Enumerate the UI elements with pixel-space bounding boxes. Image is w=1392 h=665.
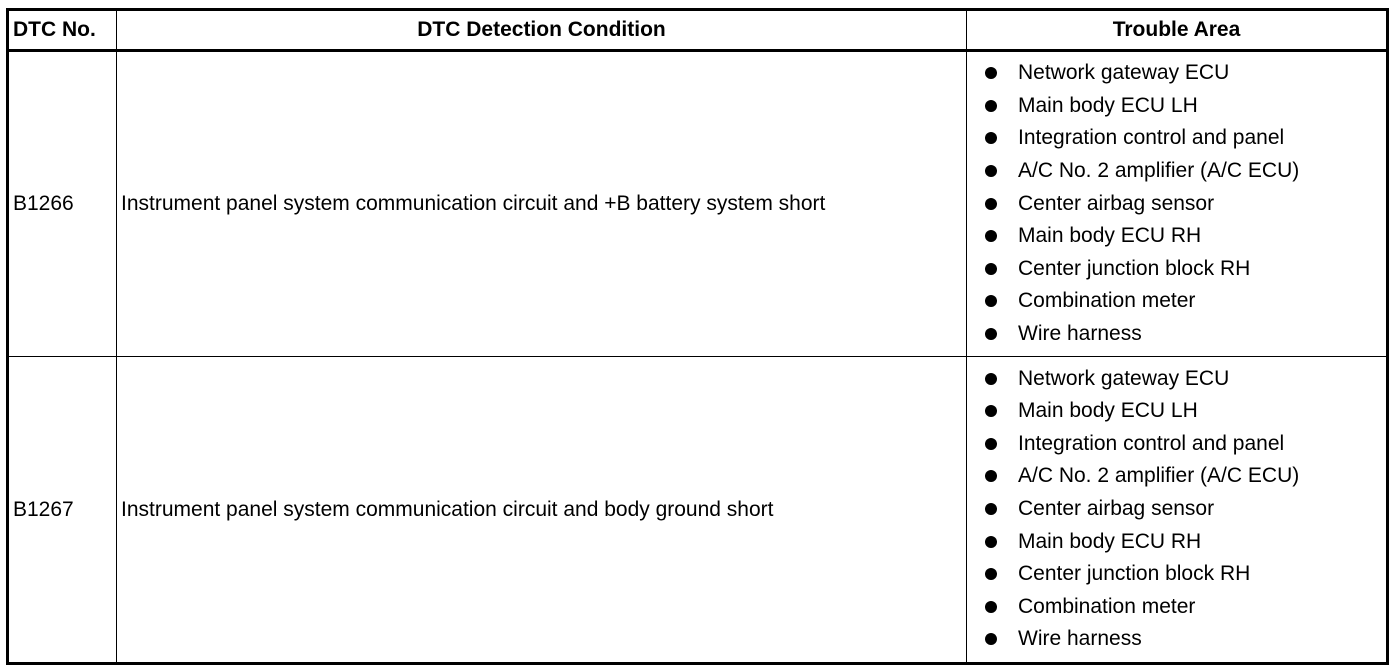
bullet-icon (985, 503, 997, 515)
list-item (985, 460, 1382, 493)
table-row (8, 51, 1388, 357)
bullet-icon (985, 100, 997, 112)
dtc-number: B1267 (8, 357, 117, 663)
detection-condition: Instrument panel system communication circuit and +B battery system short (117, 51, 967, 357)
trouble-area-list (985, 362, 1382, 655)
list-item (985, 558, 1382, 591)
bullet-icon (985, 132, 997, 144)
bullet-icon (985, 198, 997, 210)
bullet-icon (985, 295, 997, 307)
trouble-area-item: A/C No. 2 amplifier (A/C ECU) (1018, 159, 1300, 183)
list-item (985, 362, 1382, 395)
bullet-icon (985, 165, 997, 177)
list-item (985, 122, 1382, 155)
list-item (985, 187, 1382, 220)
list-item (985, 90, 1382, 123)
bullet-icon (985, 536, 997, 548)
trouble-area-item: Main body ECU LH (1018, 399, 1198, 423)
trouble-area-cell (967, 357, 1388, 663)
bullet-icon (985, 633, 997, 645)
bullet-icon (985, 438, 997, 450)
list-item (985, 318, 1382, 351)
dtc-table (6, 8, 1389, 665)
trouble-area-item: Integration control and panel (1018, 431, 1285, 455)
bullet-icon (985, 67, 997, 79)
list-item (985, 591, 1382, 624)
trouble-area-item: Center junction block RH (1018, 256, 1251, 280)
header-detection-condition: DTC Detection Condition (117, 10, 967, 51)
trouble-area-item: Center junction block RH (1018, 562, 1251, 586)
list-item (985, 428, 1382, 461)
trouble-area-item: Integration control and panel (1018, 126, 1285, 150)
trouble-area-item: Center airbag sensor (1018, 497, 1215, 521)
bullet-icon (985, 405, 997, 417)
trouble-area-item: Center airbag sensor (1018, 191, 1215, 215)
list-item (985, 493, 1382, 526)
detection-condition: Instrument panel system communication circuit and body ground short (117, 357, 967, 663)
bullet-icon (985, 470, 997, 482)
trouble-area-item: Combination meter (1018, 289, 1196, 313)
table-header-row (8, 10, 1388, 51)
bullet-icon (985, 230, 997, 242)
list-item (985, 525, 1382, 558)
bullet-icon (985, 568, 997, 580)
trouble-area-item: A/C No. 2 amplifier (A/C ECU) (1018, 464, 1300, 488)
list-item (985, 395, 1382, 428)
table-row (8, 357, 1388, 663)
trouble-area-item: Wire harness (1018, 627, 1142, 651)
list-item (985, 155, 1382, 188)
trouble-area-item: Network gateway ECU (1018, 61, 1230, 85)
trouble-area-item: Main body ECU RH (1018, 529, 1202, 553)
trouble-area-item: Wire harness (1018, 322, 1142, 346)
trouble-area-cell (967, 51, 1388, 357)
trouble-area-item: Network gateway ECU (1018, 366, 1230, 390)
header-trouble-area: Trouble Area (967, 10, 1388, 51)
trouble-area-item: Main body ECU RH (1018, 224, 1202, 248)
trouble-area-item: Combination meter (1018, 594, 1196, 618)
bullet-icon (985, 373, 997, 385)
list-item (985, 57, 1382, 90)
bullet-icon (985, 601, 997, 613)
trouble-area-list (985, 57, 1382, 350)
dtc-number: B1266 (8, 51, 117, 357)
list-item (985, 623, 1382, 656)
header-dtc-no: DTC No. (8, 10, 117, 51)
bullet-icon (985, 263, 997, 275)
trouble-area-item: Main body ECU LH (1018, 93, 1198, 117)
list-item (985, 253, 1382, 286)
list-item (985, 220, 1382, 253)
list-item (985, 285, 1382, 318)
bullet-icon (985, 328, 997, 340)
